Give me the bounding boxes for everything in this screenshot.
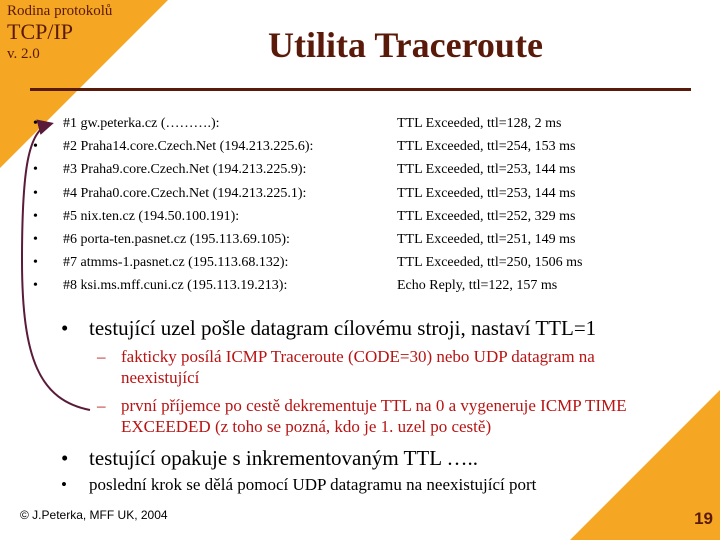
- bullet-text: testující opakuje s inkrementovaným TTL …..: [89, 446, 479, 470]
- hop-row: [30, 228, 670, 251]
- bullet-icon: •: [33, 139, 38, 155]
- sub-bullet-text: první příjemce po cestě dekrementuje TTL na 0 a vygeneruje ICMP TIME EXCEEDED (z toho se pozná, kdo je 1. uzel po cestě): [121, 396, 627, 436]
- series-line-2: TCP/IP: [7, 19, 74, 44]
- hop-host: #5 nix.ten.cz (194.50.100.191):: [63, 208, 240, 224]
- hop-host: #3 Praha9.core.Czech.Net (194.213.225.9):: [63, 162, 307, 178]
- bullet-text: poslední krok se dělá pomocí UDP datagramu na neexistující port: [89, 475, 537, 494]
- bullet-icon: •: [33, 231, 38, 247]
- series-version: v. 2.0: [7, 46, 40, 62]
- hop-result: TTL Exceeded, ttl=128, 2 ms: [397, 116, 562, 131]
- bullet-icon: •: [33, 278, 38, 294]
- bullet-icon: •: [61, 475, 67, 494]
- bullet-icon: •: [33, 255, 38, 271]
- dash-icon: –: [97, 347, 106, 366]
- sub-bullet-time-exceeded: [97, 395, 677, 437]
- bullet-icon: •: [33, 162, 38, 178]
- hop-host: #8 ksi.ms.mff.cuni.cz (195.113.19.213):: [63, 278, 288, 294]
- hop-row: [30, 182, 670, 205]
- series-label: [7, 4, 112, 62]
- bullet-icon: •: [33, 116, 38, 131]
- bullet-icon: •: [61, 446, 69, 470]
- hop-row: [30, 205, 670, 228]
- sub-bullet-icmp-udp: [97, 346, 677, 388]
- hop-list: [30, 112, 670, 298]
- hop-result: TTL Exceeded, ttl=252, 329 ms: [397, 208, 576, 224]
- bullet-text: testující uzel pošle datagram cílovému stroji, nastaví TTL=1: [89, 316, 597, 340]
- bullet-icon: •: [33, 185, 38, 201]
- dash-icon: –: [97, 396, 106, 415]
- bullet-icon: •: [61, 316, 69, 340]
- title-rule: [30, 88, 691, 91]
- hop-host: #6 porta-ten.pasnet.cz (195.113.69.105):: [63, 231, 290, 247]
- hop-host: #4 Praha0.core.Czech.Net (194.213.225.1):: [63, 185, 307, 201]
- hop-result: TTL Exceeded, ttl=254, 153 ms: [397, 139, 576, 155]
- footer-credit: © J.Peterka, MFF UK, 2004: [20, 508, 168, 522]
- page-number: 19: [694, 509, 713, 528]
- hop-host: #7 atmms-1.pasnet.cz (195.113.68.132):: [63, 255, 289, 271]
- bullet-icon: •: [33, 208, 38, 224]
- hop-row: [30, 135, 670, 158]
- slide-title: Utilita Traceroute: [268, 25, 543, 65]
- hop-host: #2 Praha14.core.Czech.Net (194.213.225.6):: [63, 139, 314, 155]
- hop-result: Echo Reply, ttl=122, 157 ms: [397, 278, 558, 294]
- series-line-1: Rodina protokolů: [7, 3, 113, 19]
- sub-bullet-text: fakticky posílá ICMP Traceroute (CODE=30) nebo UDP datagram na neexistující: [121, 347, 595, 387]
- hop-result: TTL Exceeded, ttl=253, 144 ms: [397, 185, 576, 201]
- hop-row: [30, 251, 670, 274]
- hop-row: [30, 274, 670, 297]
- hop-result: TTL Exceeded, ttl=251, 149 ms: [397, 231, 576, 247]
- hop-host: #1 gw.peterka.cz (……….):: [63, 116, 220, 131]
- hop-row: [30, 112, 670, 135]
- hop-result: TTL Exceeded, ttl=253, 144 ms: [397, 162, 576, 178]
- hop-row: [30, 158, 670, 181]
- hop-result: TTL Exceeded, ttl=250, 1506 ms: [397, 255, 583, 271]
